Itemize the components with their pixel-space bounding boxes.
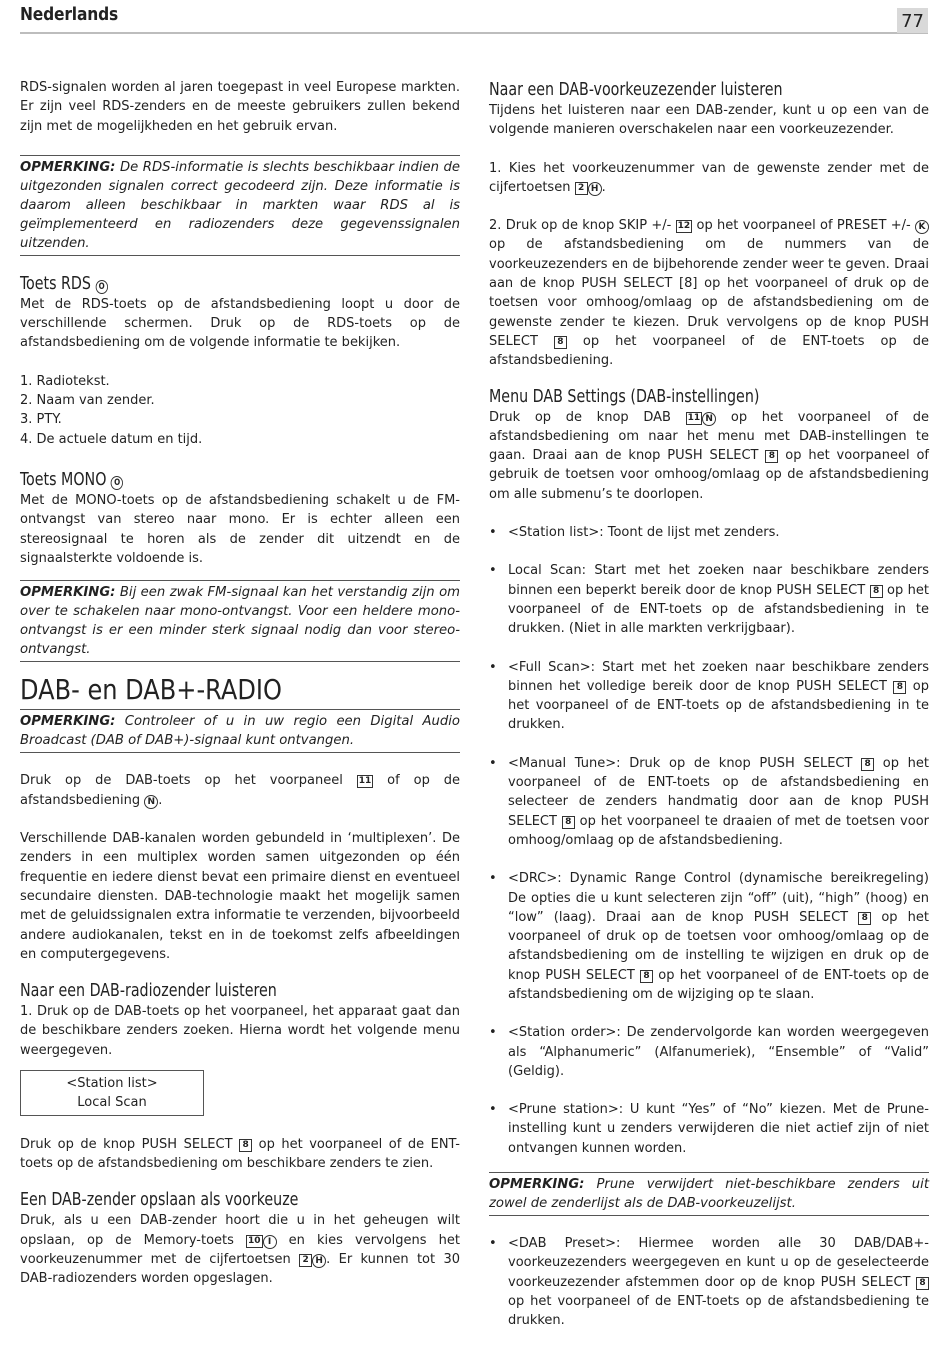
save-paragraph: Druk, als u een DAB-zender hoort die u in het geheugen wilt opslaan, op de Memory-toets 10 I en kies vervolgens het voorkeuzenummer met de cijfertoetsen 2 H . Er kunnen tot 30 DAB-radiozenders worden opgeslagen. <box>20 1213 461 1287</box>
list-item: • <DRC>: Dynamic Range Control (dynamische bereikregeling) De opties die u kunt selecteren zijn “off” (uit), “high” (hoog) en “low” (laag). Draai aan de knop PUSH SELECT 8 op het voorpaneel of druk op de toetsen voor omhoog/omlaag op de afstandsbediening om de instelling te wijzigen en druk op de knop PUSH SELECT 8 op het voorpaneel of de ENT-toets op de afstandsbediening om de wijziging op te slaan. <box>489 869 929 1004</box>
push-select-key-icon: 8 <box>640 970 653 983</box>
dab-paragraph-1: Druk op de DAB-toets op het voorpaneel 11 of op de afstandsbediening N . <box>20 773 460 808</box>
note-label: OPMERKING: <box>20 585 116 601</box>
list-item: • <Station list>: Toont de lijst met zenders. <box>489 523 929 542</box>
mono-key-icon: O <box>111 476 123 490</box>
settings-list <box>489 523 929 1158</box>
push-select-key-icon: 8 <box>554 336 567 349</box>
heading-mono: Toets MONO O <box>20 468 407 491</box>
preset-step-2: 2. Druk op de knop SKIP +/- 12 op het voorpaneel of PRESET +/- K op de afstandsbediening om de nummers van de voorkeuzezenders en de bijbehorende zender weer te geven. Draai aan de knop PUSH SELECT [8] op het voorpaneel of druk op de toetsen voor omhoog/omlaag op de afstandsbediening om de gewenste zender te kiezen. Druk vervolgens op de knop PUSH SELECT 8 op het voorpaneel of de ENT-toets op de afstandsbediening. <box>489 218 929 369</box>
number-remote-icon: H <box>312 1254 326 1268</box>
menu-item: Local Scan <box>77 1095 147 1111</box>
push-select-key-icon: 8 <box>893 681 906 694</box>
push-paragraph: Druk op de knop PUSH SELECT 8 op het voorpaneel of de ENT-toets op de afstandsbediening om beschikbare zenders te zien. <box>20 1136 460 1171</box>
note-dab <box>20 709 460 753</box>
memory-key-icon: 10 <box>248 1235 261 1246</box>
note-label: OPMERKING: <box>20 159 116 175</box>
number-remote-icon: H <box>588 182 602 196</box>
dab-key-icon: 11 <box>358 776 372 787</box>
page-header <box>20 2 928 34</box>
list-item: • <Station order>: De zendervolgorde kan worden weergegeven als “Alphanumeric” (Alfanumeriek), “Ensemble” of “Valid” (Geldig). <box>489 1023 929 1081</box>
rds-key-icon: O <box>96 280 108 294</box>
preset-remote-icon: K <box>915 220 929 234</box>
list-item: 1. Radiotekst. <box>20 373 110 389</box>
list-item: • <DAB Preset>: Hiermee worden alle 30 DAB/DAB+-voorkeuzezenders weergegeven en kunt u op de geselecteerde voorkeuzezender afstemmen door op de knop PUSH SELECT 8 op het voorpaneel of de ENT-toets op de afstandsbediening te drukken. <box>489 1234 929 1330</box>
list-item: • Local Scan: Start met het zoeken naar beschikbare zenders binnen een beperkt bereik door de knop PUSH SELECT 8 op het voorpaneel of de ENT-toets op de afstandsbediening in te drukken. (Niet in alle markten verkrijgbaar). <box>489 561 929 638</box>
push-select-key-icon: 8 <box>765 450 778 463</box>
list-item: 2. Naam van zender. <box>20 393 155 409</box>
skip-key-icon: 12 <box>677 221 691 232</box>
dab-remote-icon: N <box>144 795 158 809</box>
heading-rds: Toets RDS O <box>20 272 407 295</box>
preset-step-1: 1. Kies het voorkeuzenummer van de gewenste zender met de cijfertoetsen 2 H . <box>489 160 929 195</box>
menu-box <box>20 1070 204 1116</box>
list-item: • <Full Scan>: Start met het zoeken naar beschikbare zenders binnen het volledige bereik door de knop PUSH SELECT 8 op het voorpaneel of de ENT-toets op de afstandsbediening in te drukken. <box>489 658 929 735</box>
note-text: Bij een zwak FM-signaal kan het verstandig zijn om over te schakelen naar mono-ontvangst. Voor een heldere mono-ontvangst is er een minder sterk signaal nodig dan voor stereo-ontvangst. <box>20 585 460 658</box>
page-number: 77 <box>897 8 928 33</box>
dab-key-icon: 11 <box>687 412 701 423</box>
list-item: 3. PTY. <box>20 412 62 428</box>
intro-paragraph: RDS-signalen worden al jaren toegepast in veel Europese markten. Er zijn veel RDS-zenders en de meeste gebruikers zullen bekend zijn met de mogelijkheden en het gebruik ervan. <box>20 80 460 134</box>
note-label: OPMERKING: <box>20 714 116 730</box>
dab-title: DAB- en DAB+-RADIO <box>20 673 282 707</box>
memory-remote-icon: I <box>263 1235 277 1249</box>
note-mono <box>20 580 460 662</box>
preset-list <box>489 1234 929 1330</box>
number-key-icon: 2 <box>575 182 588 195</box>
push-select-key-icon: 8 <box>870 585 883 598</box>
rds-paragraph: Met de RDS-toets op de afstandsbediening loopt u door de verschillende schermen. Druk op de RDS-toets op de afstandsbediening om de volgende informatie te bekijken. <box>20 296 460 351</box>
note-prune <box>489 1172 929 1216</box>
number-key-icon: 2 <box>299 1254 312 1267</box>
language-title: Nederlands <box>20 4 119 25</box>
mono-paragraph: Met de MONO-toets op de afstandsbediening schakelt u de FM-ontvangst van stereo naar mono. Er is echter alleen een stereosignaal te horen als de zender dit uitzendt en de signaalsterkte voldoende is. <box>20 492 460 566</box>
note-text: Prune verwijdert niet-beschikbare zenders uit zowel de zenderlijst als de DAB-voorkeuzelijst. <box>489 1177 929 1212</box>
list-item: • <Manual Tune>: Druk op de knop PUSH SELECT 8 op het voorpaneel of de ENT-toets op de afstandsbediening en selecteer de zenders handmatig door aan de knop PUSH SELECT 8 op het voorpaneel te draaien of met de toetsen voor omhoog/omlaag op de afstandsbediening. <box>489 754 929 850</box>
push-select-key-icon: 8 <box>858 912 871 925</box>
rds-list <box>20 372 460 449</box>
heading-listen: Naar een DAB-radiozender luisteren <box>20 980 277 1002</box>
note-text: Controleer of u in uw regio een Digital Audio Broadcast (DAB of DAB+)-signaal kunt ontvangen. <box>20 714 460 749</box>
note-label: OPMERKING: <box>489 1177 585 1193</box>
push-select-key-icon: 8 <box>916 1277 929 1290</box>
dab-remote-icon: N <box>702 412 716 426</box>
right-column <box>489 78 929 1350</box>
push-select-key-icon: 8 <box>239 1139 252 1152</box>
preset-intro: Tijdens het luisteren naar een DAB-zender, kunt u op een van de volgende manieren overschakelen naar een voorkeuzezender. <box>489 103 929 138</box>
push-select-key-icon: 8 <box>562 816 575 829</box>
list-item: • <Prune station>: U kunt “Yes” of “No” kiezen. Met de Prune-instelling kunt u zenders verwijderen die niet actief zijn of niet ontvangen kunnen worden. <box>489 1100 929 1158</box>
listen-paragraph: 1. Druk op de DAB-toets op het voorpaneel, het apparaat gaat dan de beschikbare zenders zoeken. Hierna wordt het volgende menu weergegeven. <box>20 1004 460 1058</box>
dab-paragraph-2: Verschillende DAB-kanalen worden gebundeld in ‘multiplexen’. De zenders in een multiplex worden samen uitgezonden op één frequentie en iedere dienst bevat een primaire dienst en eventueel secundaire diensten. DAB-technologie maakt het mogelijk samen met de geluidssignalen extra informatie te verzenden, bijvoorbeeld andere audiokanalen, tekst en in de toekomst zelfs afbeeldingen en computergegevens. <box>20 831 460 962</box>
menu-item: <Station list> <box>66 1076 158 1092</box>
heading-menu: Menu DAB Settings (DAB-instellingen) <box>489 385 760 407</box>
left-column <box>20 78 460 1307</box>
menu-paragraph: Druk op de knop DAB 11 N op het voorpaneel of de afstandsbediening om naar het menu met DAB-instellingen te gaan. Draai aan de knop PUSH SELECT 8 op het voorpaneel of gebruik de toetsen voor omhoog/omlaag op de afstandsbediening om alle submenu’s te doorlopen. <box>489 409 929 502</box>
heading-save: Een DAB-zender opslaan als voorkeuze <box>20 1189 299 1211</box>
note-text: De RDS-informatie is slechts beschikbaar indien de uitgezonden signalen correct gecodeerd zijn. Deze informatie is daarom alleen beschikbaar in markten waar RDS al is geïmplementeerd en radiozenders deze gegevenssignalen uitzenden. <box>20 159 460 251</box>
heading-preset: Naar een DAB-voorkeuzezender luisteren <box>489 79 783 100</box>
push-select-key-icon: 8 <box>861 758 874 771</box>
note-rds <box>20 155 460 256</box>
list-item: 4. De actuele datum en tijd. <box>20 431 203 447</box>
